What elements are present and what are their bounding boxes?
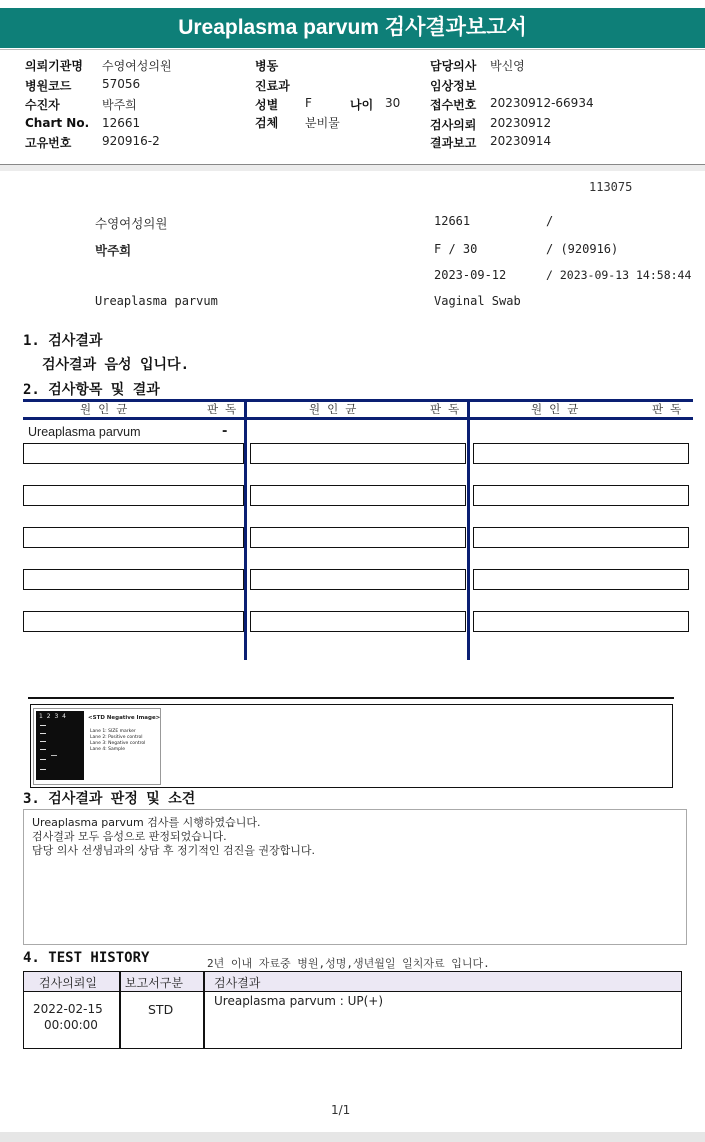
label-report-date: 결과보고 (430, 136, 477, 150)
history-row-date: 2022-02-15 (33, 1002, 103, 1016)
info-slash: / (546, 214, 554, 228)
label-department: 진료과 (255, 79, 290, 93)
organism-name: Ureaplasma parvum (28, 425, 141, 439)
info-report-datetime: / 2023-09-13 14:58:44 (546, 268, 692, 282)
gel-legend-line-3: Lane 3: Negative control (90, 741, 146, 746)
value-age: 30 (385, 96, 401, 110)
col3-header-organism: 원인균 (531, 402, 586, 416)
col2-header-result: 판독 (430, 402, 467, 416)
col1-header-result: 판독 (207, 402, 244, 416)
info-clinic: 수영여성의원 (95, 216, 168, 231)
gel-legend-line-2: Lane 2: Positive control (90, 735, 143, 740)
gel-top-rule (28, 697, 674, 699)
history-table (23, 971, 682, 1049)
label-requesting-institution: 의뢰기관명 (25, 59, 83, 73)
history-row-result: Ureaplasma parvum : UP(+) (214, 994, 384, 1008)
history-header-result: 검사결과 (214, 976, 261, 990)
page-number: 1/1 (331, 1103, 351, 1117)
report-title: Ureaplasma parvum 검사결과보고서 (0, 8, 705, 48)
value-hospital-code: 57056 (102, 77, 141, 91)
label-specimen: 검체 (255, 116, 279, 130)
value-requesting-institution: 수영여성의원 (102, 59, 172, 73)
info-specimen: Vaginal Swab (434, 294, 521, 308)
empty-cell (23, 485, 244, 506)
empty-cell (473, 443, 689, 464)
col3-header-result: 판독 (652, 402, 689, 416)
header-top-rule (0, 49, 705, 50)
section1-heading: 1. 검사결과 (23, 333, 103, 349)
value-report-date: 20230914 (490, 134, 552, 148)
result-table-divider-2 (467, 399, 470, 660)
history-col-divider (119, 972, 121, 1048)
label-receipt-no: 접수번호 (430, 98, 477, 112)
label-hospital-code: 병원코드 (25, 79, 72, 93)
label-chart-no: Chart No. (25, 116, 90, 130)
empty-cell (250, 611, 466, 632)
label-ward: 병동 (255, 59, 279, 73)
value-chart-no: 12661 (102, 116, 141, 130)
gel-legend-line-1: Lane 1: SIZE marker (90, 729, 136, 734)
gel-lane-numbers: 1 2 3 4 (39, 713, 67, 720)
empty-cell (23, 569, 244, 590)
empty-cell (473, 569, 689, 590)
label-attending-doctor: 담당의사 (430, 59, 477, 73)
section3-heading: 3. 검사결과 판정 및 소견 (23, 791, 196, 807)
col1-header-organism: 원인균 (80, 402, 135, 416)
document-code: 113075 (589, 180, 633, 194)
label-clinical-info: 임상정보 (430, 79, 477, 93)
page-bottom-gutter (0, 1132, 705, 1142)
gel-legend-line-4: Lane 4: Sample (90, 747, 125, 752)
value-specimen: 분비물 (305, 116, 340, 130)
label-patient: 수진자 (25, 98, 60, 112)
info-birth: / (920916) (546, 242, 619, 256)
value-sex: F (305, 96, 312, 110)
empty-cell (473, 485, 689, 506)
history-table-header (24, 972, 681, 992)
empty-cell (23, 527, 244, 548)
result-table-divider-1 (244, 399, 247, 660)
opinion-line-2: 검사결과 모두 음성으로 판정되었습니다. (32, 830, 227, 843)
value-attending-doctor: 박신영 (490, 59, 525, 73)
value-request-date: 20230912 (490, 116, 552, 130)
empty-cell (23, 443, 244, 464)
info-test-name: Ureaplasma parvum (95, 294, 218, 308)
info-sex-age: F / 30 (434, 242, 478, 256)
info-chart: 12661 (434, 214, 471, 228)
history-row-type: STD (148, 1002, 174, 1017)
col2-header-organism: 원인균 (309, 402, 364, 416)
opinion-box (23, 809, 687, 945)
gel-photo (36, 711, 84, 780)
label-request-date: 검사의뢰 (430, 118, 477, 132)
empty-cell (250, 485, 466, 506)
section2-heading: 2. 검사항목 및 결과 (23, 382, 160, 398)
history-note: 2년 이내 자료중 병원,성명,생년월일 일치자료 입니다. (207, 957, 490, 970)
value-patient: 박주희 (102, 98, 137, 112)
info-patient: 박주희 (95, 243, 132, 258)
section4-heading: 4. TEST HISTORY (23, 950, 150, 966)
section1-result-text: 검사결과 음성 입니다. (42, 357, 190, 373)
gel-image (33, 708, 161, 785)
label-sex: 성별 (255, 98, 279, 112)
value-receipt-no: 20230912-66934 (490, 96, 594, 110)
opinion-line-1: Ureaplasma parvum 검사를 시행하였습니다. (32, 816, 261, 829)
header-shadow (0, 165, 705, 171)
info-request-date: 2023-09-12 (434, 268, 507, 282)
empty-cell (473, 527, 689, 548)
result-table-header-border (23, 417, 693, 420)
history-col-divider (203, 972, 205, 1048)
opinion-line-3: 담당 의사 선생님과의 상담 후 정기적인 검진을 권장합니다. (32, 844, 315, 857)
empty-cell (250, 527, 466, 548)
empty-cell (250, 569, 466, 590)
gel-legend-title: <STD Negative Image> (88, 715, 161, 721)
label-unique-id: 고유번호 (25, 136, 72, 150)
history-header-date: 검사의뢰일 (39, 976, 97, 990)
organism-result: - (222, 424, 228, 439)
history-header-type: 보고서구분 (125, 976, 183, 990)
history-row-time: 00:00:00 (44, 1018, 98, 1032)
empty-cell (23, 611, 244, 632)
empty-cell (250, 443, 466, 464)
label-age: 나이 (350, 98, 374, 112)
value-unique-id: 920916-2 (102, 134, 160, 148)
empty-cell (473, 611, 689, 632)
